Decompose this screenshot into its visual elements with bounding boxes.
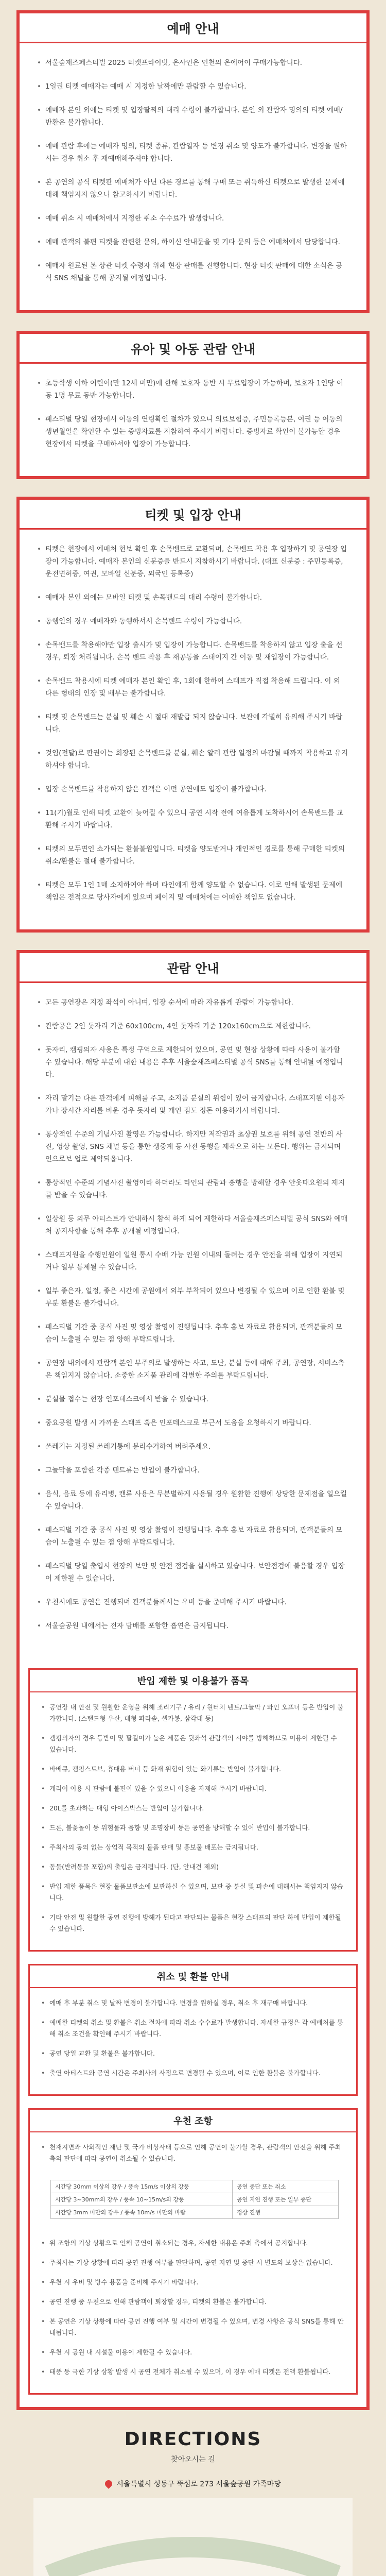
weather-action: 공연 지연 진행 또는 일부 중단: [233, 2193, 339, 2206]
viewing-item: • 통상적인 수준의 기념사진 촬영은 가능합니다. 하지만 저작권과 초상권 보호를 위해 공연 전반의 사진, 영상 촬영, SNS 채널 등을 통한 생중계 등 사전 동행을 제작으로 하는 모든다. 행위는 금지되며 인으로보 업로 제약되옵니다.: [37, 1128, 349, 1165]
weather-condition: 시간당 30mm 이상의 강우 / 풍속 15m/s 이상의 강풍: [51, 2180, 233, 2193]
prohibited-item: • 캐리어 이용 시 관람에 불편이 있을 수 있으니 이용을 자제해 주시기 바랍니다.: [41, 1783, 345, 1794]
notice-item: • 1일권 티켓 예매자는 예매 시 지정한 날짜에만 관람할 수 있습니다.: [37, 80, 349, 93]
refund-item: • 예매한 티켓의 취소 및 환불은 취소 절차에 따라 취소 수수료가 발생합니다. 자세한 규정은 각 예매처를 통해 취소 조건을 확인해 주시기 바랍니다.: [41, 2017, 345, 2040]
viewing-item: • 우천시에도 공연은 진행되며 관객분들께서는 우비 등을 준비해 주시기 바랍니다.: [37, 1596, 349, 1608]
weather-list: [30, 2228, 356, 2393]
refund-item: • 출연 아티스트와 공연 시간은 주최사의 사정으로 변경될 수 있으며, 이로 인한 환불은 불가합니다.: [41, 2067, 345, 2079]
prohibited-title: 반입 제한 및 이용불가 품목: [137, 1676, 249, 1687]
weather-title: 우천 조항: [173, 2116, 213, 2127]
viewing-item: • 일부 좋은자, 일정, 좋은 시간에 공원에서 외부 부착되어 있으나 변경될 수 있으며 이로 인한 환불 및 부분 환불은 불가합니다.: [37, 1285, 349, 1310]
address-text: 서울특별시 성동구 뚝섬로 273 서울숲공원 가족마당: [116, 2480, 281, 2488]
weather-action: 공연 중단 또는 취소: [233, 2180, 339, 2193]
prohibited-item: • 기타 안전 및 원활한 공연 진행에 방해가 된다고 판단되는 물품은 현장 스태프의 판단 하에 반입이 제한될 수 있습니다.: [41, 1912, 345, 1935]
prohibited-item: • 반입 제한 품목은 현장 물품보관소에 보관하실 수 있으며, 보관 중 분실 및 파손에 대해서는 책임지지 않습니다.: [41, 1881, 345, 1904]
weather-action: 정상 진행: [233, 2206, 339, 2219]
viewing-list: [20, 983, 366, 1658]
notice-item: • 본 공연의 공식 티켓판 예매처가 아닌 다른 경로를 통해 구매 또는 취득하신 티켓으로 발생한 문제에 대해 책임지지 않으니 참고하시기 바랍니다.: [37, 176, 349, 201]
prohibited-item: • 20L를 초과하는 대형 아이스박스는 반입이 불가합니다.: [41, 1803, 345, 1814]
table-row: [51, 2193, 339, 2206]
refund-item: • 공연 당일 교환 및 환불은 불가합니다.: [41, 2048, 345, 2059]
weather-item: • 주최사는 기상 상황에 따라 공연 진행 여부를 판단하며, 공연 지연 및 중단 시 별도의 보상은 없습니다.: [41, 2257, 345, 2268]
viewing-item: • 쓰레기는 지정된 쓰레기통에 분리수거하여 버려주세요.: [37, 1440, 349, 1453]
weather-item: • 우천 시 공원 내 시설물 이용이 제한될 수 있습니다.: [41, 2347, 345, 2358]
viewing-item: • 그늘막을 포함한 각종 텐트류는 반입이 불가합니다.: [37, 1464, 349, 1477]
viewing-item: • 통상적인 수준의 기념사진 촬영이라 하더라도 타인의 관람과 흥행을 방해할 경우 안웃때요원의 제지를 받을 수 있습니다.: [37, 1177, 349, 1201]
special-header: [20, 334, 366, 364]
special-card: [16, 331, 370, 479]
prohibited-item: • 드론, 불꽃놀이 등 위험물과 음향 및 조명장비 등은 공연을 방해할 수 있어 반입이 불가합니다.: [41, 1822, 345, 1834]
table-row: [51, 2206, 339, 2219]
entry-item: • 손목밴드 착용시에 티켓 예매자 본인 확인 후, 1회에 한하여 스태프가 직접 착용해 드립니다. 이 외 다른 형태의 인장 및 배부는 불가합니다.: [37, 675, 349, 700]
prohibited-card: [28, 1668, 358, 1952]
entry-title: 티켓 및 입장 안내: [145, 508, 241, 522]
location-pin-icon: [103, 2479, 114, 2489]
weather-condition: 시간당 3~30mm의 강우 / 풍속 10~15m/s의 강풍: [51, 2193, 233, 2206]
notice-title: 예매 안내: [167, 22, 219, 36]
notice-item: • 예매 관람 후에는 예매자 명의, 티켓 종류, 관람일자 등 변경 취소 및 양도가 불가합니다. 변경을 원하시는 경우 취소 후 재예매해주셔야 합니다.: [37, 140, 349, 165]
special-list: [20, 364, 366, 476]
directions-subtitle: 찾아오시는 길: [171, 2455, 215, 2464]
entry-item: • 티켓은 모두 1인 1매 소지하여야 하며 타인에게 함께 양도할 수 없습니다. 이로 인해 발생된 문제에 책임은 전적으로 당사자에게 있으며 페이지 및 예매처에는 어떠한 책임도 없습니다.: [37, 879, 349, 904]
viewing-item: • 공연장 내외에서 관람객 본인 부주의로 발생하는 사고, 도난, 분실 등에 대해 주최, 공연장, 서비스측은 책임지지 않습니다. 소중한 소지품 관리에 각별한 주의를 부탁드립니다.: [37, 1357, 349, 1382]
weather-item: • 공연 진행 중 우천으로 인해 관람객이 퇴장할 경우, 티켓의 환불은 불가합니다.: [41, 2296, 345, 2308]
weather-item: • 위 조항의 기상 상황으로 인해 공연이 취소되는 경우, 자세한 내용은 주최 측에서 공지합니다.: [41, 2238, 345, 2249]
refund-item: • 예매 후 부분 취소 및 날짜 변경이 불가합니다. 변경을 원하실 경우, 취소 후 재구매 바랍니다.: [41, 1997, 345, 2009]
weather-item: • 우천 시 우비 및 방수 용품을 준비해 주시기 바랍니다.: [41, 2277, 345, 2288]
viewing-title: 관람 안내: [167, 961, 219, 976]
weather-intro-list: [30, 2132, 356, 2180]
special-item: • 초등학생 이하 어린이(만 12세 미만)에 한해 보호자 동반 시 무료입장이 가능하며, 보호자 1인당 어동 1명 무료 동반 가능합니다.: [37, 377, 349, 402]
refund-title: 취소 및 환불 안내: [156, 1972, 230, 1982]
notice-item: • 예매 취소 시 예매처에서 지정한 취소 수수료가 발생합니다.: [37, 212, 349, 225]
prohibited-item: • 주최사의 동의 없는 상업적 목적의 물품 판매 및 홍보물 배포는 금지됩니다.: [41, 1842, 345, 1853]
viewing-card: [16, 950, 370, 2410]
weather-card: [28, 2108, 358, 2395]
weather-table: [50, 2180, 339, 2219]
prohibited-header: [30, 1670, 356, 1692]
entry-header: [20, 500, 366, 530]
viewing-item: • 스태프지원을 수행인원이 일원 통시 수배 가능 인원 이내의 돌려는 경우 안전을 위해 입장이 지연되거나 일부 통제될 수 있습니다.: [37, 1249, 349, 1274]
entry-item: • 동행인의 경우 예매자와 동행하셔서 손목밴드 수령이 가능합니다.: [37, 615, 349, 628]
special-title: 유아 및 아동 관람 안내: [130, 342, 256, 357]
prohibited-item: • 공연장 내 안전 및 원활한 운영을 위해 조리기구 / 유리 / 원터치 텐트/그늘막 / 와인 오프너 등은 반입이 불가합니다. (스탠드형 우산, 대형 파라솔, 셀카봉, 삼각대 등): [41, 1702, 345, 1724]
entry-item: • 티켓 및 손목밴드는 분실 및 훼손 시 절대 재발급 되지 않습니다. 보관에 각별히 유의해 주시기 바랍니다.: [37, 711, 349, 736]
notice-item: • 예매자 본인 외에는 티켓 및 입장팔찌의 대리 수령이 불가합니다. 본인 외 관람자 명의의 티켓 예매/반환은 불가합니다.: [37, 104, 349, 129]
viewing-item: • 페스티벌 당일 출입시 현장의 보안 및 안전 점검을 실시하고 있습니다. 보안점검에 불응할 경우 입장이 제한될 수 있습니다.: [37, 1560, 349, 1585]
viewing-item: • 분실물 접수는 현장 인포데스크에서 받을 수 있습니다.: [37, 1393, 349, 1405]
entry-item: • 11(기)월로 인해 티켓 교환이 늦어질 수 있으니 공연 시작 전에 여유롭게 도착하시어 손목밴드를 교환해 주시기 바랍니다.: [37, 807, 349, 832]
prohibited-list: [30, 1692, 356, 1950]
viewing-item: • 중요공원 발생 시 가까운 스태프 혹은 인포데스크로 부근서 도움을 요청하시기 바랍니다.: [37, 1417, 349, 1429]
entry-item: • 입장 손목밴드를 착용하지 않은 관객은 어떤 공연에도 입장이 불가합니다.: [37, 783, 349, 795]
notice-item: • 예매자 원료된 본 상관 티켓 수령자 위해 현장 판매를 진행합니다. 현장 티켓 판매에 대한 소식은 공식 SNS 채널을 통해 공지될 예정입니다.: [37, 260, 349, 284]
entry-item: • 예매자 본인 외에는 모바일 티켓 및 손목밴드의 대리 수령이 불가합니다.: [37, 591, 349, 604]
table-row: [51, 2180, 339, 2193]
entry-item: • 티켓은 현장에서 예매처 현보 확인 후 손목밴드로 교환되며, 손목밴드 착용 후 입장하기 및 공연장 입장이 가능합니다. 예매자 본인의 신분증을 반드시 지참하시기 바랍니다. (대표 신분증 : 주민등록증, 운전면허증, 여권, 모바일 신분증, 외국인 등록증): [37, 543, 349, 580]
weather-intro: • 천재지변과 사회적인 재난 및 국가 비상사태 등으로 인해 공연이 불가할 경우, 관람객의 안전을 위해 주최 측의 판단에 따라 공연이 취소될 수 있습니다.: [41, 2142, 345, 2164]
venue-map: [33, 2498, 353, 2576]
prohibited-item: • 캠핑의자의 경우 등받이 및 팔걸이가 높은 제품은 뒷좌석 관람객의 시야를 방해하므로 이용이 제한될 수 있습니다.: [41, 1733, 345, 1755]
entry-list: [20, 530, 366, 929]
directions-section: [0, 2429, 386, 2576]
viewing-item: • 페스티벌 기간 중 공식 사진 및 영상 촬영이 진행됩니다. 추후 홍보 자료로 활용되며, 관객분들의 모습이 노출될 수 있는 점 양해 부탁드립니다.: [37, 1524, 349, 1549]
entry-item: • 손목밴드를 착용해야만 입장 출시가 및 입장이 가능합니다. 손목밴드를 착용하지 않고 입장 출을 선 경우, 퇴장 처리됩니다. 손목 밴드 착용 후 재공통을 스태이지 간 이동 및 재입장이 가능합니다.: [37, 639, 349, 664]
special-item: • 페스티벌 당일 현장에서 어동의 연령확인 절차가 있으니 의료보험증, 주민등록등본, 여권 등 어동의 생년월일을 확인할 수 있는 증빙자료를 지참하여 주시기 바랍니다. 증빙자료 확인이 불가능할 경우 현장에서 티켓을 구매하셔야 입장이 가능합니다.: [37, 413, 349, 450]
weather-condition: 시간당 3mm 미만의 강우 / 풍속 10m/s 미만의 바람: [51, 2206, 233, 2219]
refund-header: [30, 1965, 356, 1988]
notice-item: • 서울숲재즈페스티벌 2025 티켓프라이빗, 온사인은 인천의 온에어이 구매가능합니다.: [37, 57, 349, 69]
refund-card: [28, 1964, 358, 2096]
viewing-item: • 자리 맡기는 다른 관객에게 피해를 주고, 소지품 분실의 위험이 있어 금지합니다. 스태프지원 이용자가나 장시간 자리를 비운 경우 돗자리 및 개인 짐도 정돈 이용하기시 바랍니다.: [37, 1092, 349, 1117]
address-line: [39, 2479, 347, 2489]
weather-item: • 태풍 등 극한 기상 상황 발생 시 공연 전체가 취소될 수 있으며, 이 경우 예매 티켓은 전액 환불됩니다.: [41, 2366, 345, 2378]
prohibited-item: • 바베큐, 캠핑스토브, 휴대용 버너 등 화재 위험이 있는 화기류는 반입이 불가합니다.: [41, 1764, 345, 1775]
entry-item: • 티켓의 모두면인 쇼가되는 환불불원입니다. 티켓을 양도받거나 개인적인 경로를 통해 구매한 티켓의 취소/환불은 절대 불가합니다.: [37, 843, 349, 868]
notice-item: • 예매 관객의 불편 티켓을 관련한 문의, 하이신 안내문을 및 기타 문의 등은 예매처에서 담당합니다.: [37, 236, 349, 248]
directions-title: DIRECTIONS: [124, 2429, 262, 2450]
viewing-item: • 서울숲공원 내에서는 전자 담배를 포함한 흡연은 금지됩니다.: [37, 1620, 349, 1632]
notice-header: [20, 13, 366, 43]
entry-item: • 것임(전달)로 판권이는 회장된 손목밴드를 분실, 훼손 알러 관람 일정의 마감될 때까지 착용하고 유지하셔야 합니다.: [37, 747, 349, 772]
viewing-header: [20, 953, 366, 983]
notice-card: [16, 10, 370, 313]
notice-list: [20, 43, 366, 310]
viewing-item: • 페스티벌 기간 중 공식 사진 및 영상 촬영이 진행됩니다. 추후 홍보 자료로 활용되며, 관객분들의 모습이 노출될 수 있는 점 양해 부탁드립니다.: [37, 1321, 349, 1346]
viewing-item: • 돗자리, 캠핑의자 사용은 특정 구역으로 제한되어 있으며, 공연 및 현장 상황에 따라 사용이 불가할 수 있습니다. 해당 부분에 대한 내용은 추후 서울숲재즈페스티벌 공식 SNS를 통해 안내될 예정입니다.: [37, 1044, 349, 1081]
viewing-item: • 일상원 등 외무 아티스트가 안내하시 참석 하게 되어 제한하다 서울숲재즈페스티벌 공식 SNS와 예매처 공지사항을 통해 추후 공개될 예정입니다.: [37, 1213, 349, 1238]
entry-card: [16, 497, 370, 933]
prohibited-item: • 동물(반려동물 포함)의 출입은 금지됩니다. (단, 안내견 제외): [41, 1861, 345, 1873]
viewing-item: • 관람공은 2인 돗자리 기준 60x100cm, 4인 돗자리 기준 120x160cm으로 제한합니다.: [37, 1020, 349, 1032]
weather-header: [30, 2110, 356, 2132]
viewing-item: • 모든 공연장은 지정 좌석이 아니며, 입장 순서에 따라 자유롭게 관람이 가능합니다.: [37, 996, 349, 1009]
viewing-item: • 음식, 음료 등에 유리병, 캔류 사용은 무분별하게 사용될 경우 원활한 진행에 상당한 문제점을 일으킬 수 있습니다.: [37, 1488, 349, 1513]
refund-list: [30, 1988, 356, 2094]
weather-item: • 본 공연은 기상 상황에 따라 공연 진행 여부 및 시간이 변경될 수 있으며, 변경 사항은 공식 SNS를 통해 안내됩니다.: [41, 2316, 345, 2338]
